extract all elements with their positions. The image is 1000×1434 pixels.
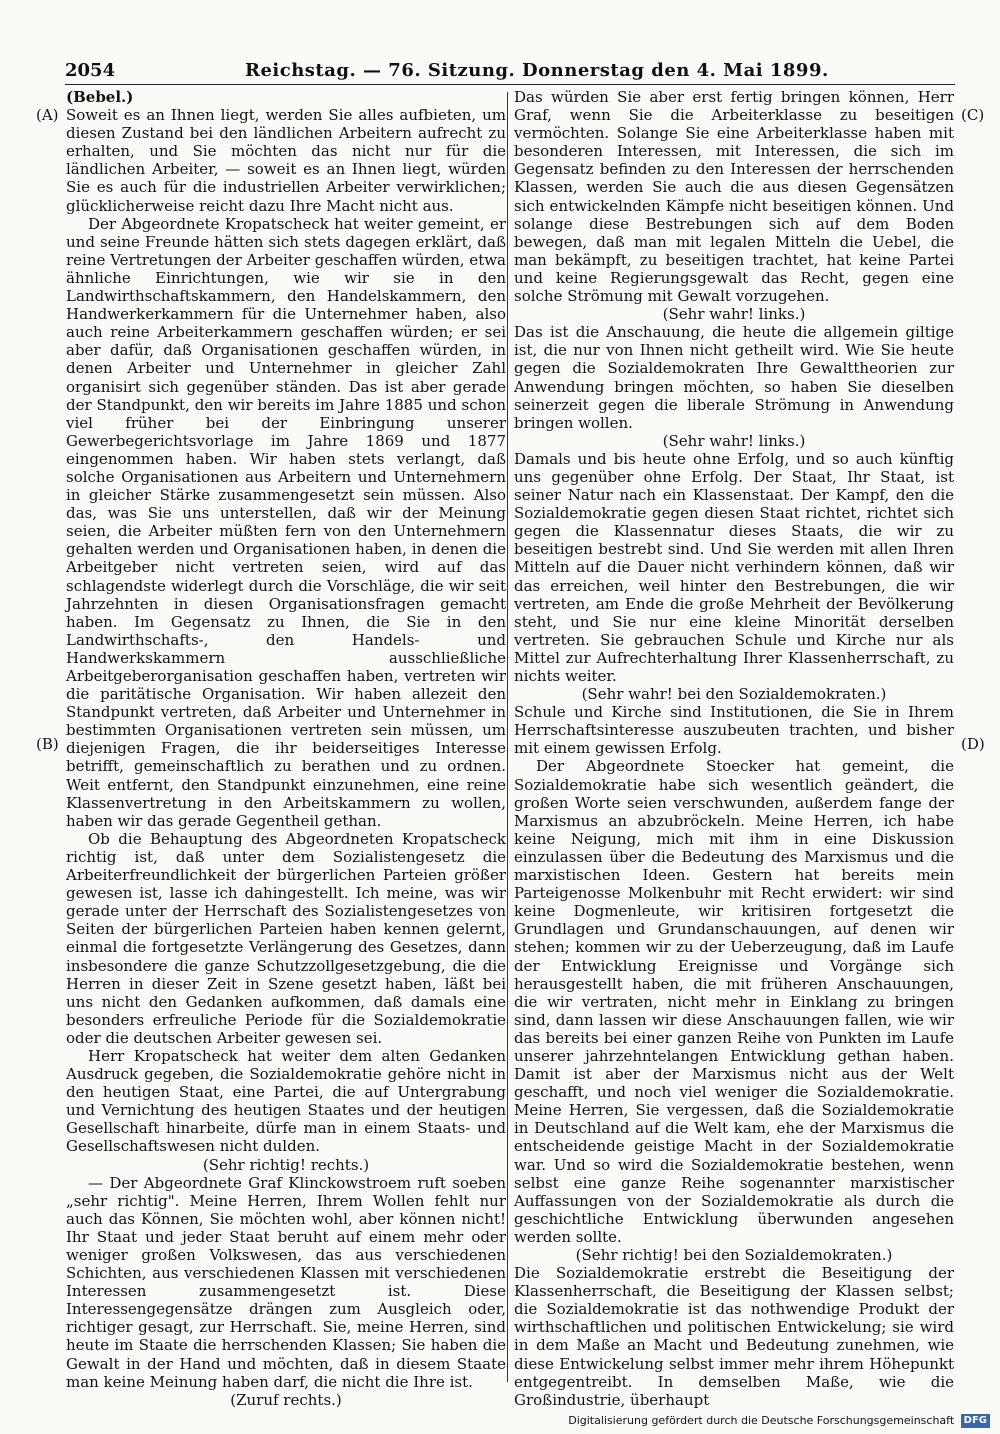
interjection: (Zuruf rechts.) xyxy=(230,1390,342,1409)
paragraph: Das ist die Anschauung, die heute die allgemein giltige ist, die nur von Ihnen nicht getheilt wird. Wie Sie heute gegen die Sozialdemokraten Ihre Gewalttheorien zur Anwendung bringen möchten, so haben Sie dieselben seinerzeit gegen die liberale Strömung in Anwendung bringen wollen. xyxy=(514,323,954,432)
paragraph: Soweit es an Ihnen liegt, werden Sie alles aufbieten, um diesen Zustand bei den ländlichen Arbeitern aufrecht zu erhalten, und Sie möchten das nicht nur für die ländlichen Arbeiter, — soweit es an Ihnen liegt, würden Sie es auch für die industriellen Arbeiter verwirklichen; glücklicherweise reicht dazu Ihre Macht nicht aus. xyxy=(66,106,506,215)
margin-marker-a: (A) xyxy=(36,106,59,124)
paragraph: Schule und Kirche sind Institutionen, die Sie in Ihrem Herrschaftsinteresse auszubeuten trachten, und bisher mit einem gewissen Erfolg. xyxy=(514,703,954,758)
running-title: Reichstag. — 76. Sitzung. Donnerstag den 4. Mai 1899. xyxy=(245,60,829,81)
speaker-name: (Bebel.) xyxy=(66,88,134,106)
margin-marker-b: (B) xyxy=(36,735,59,753)
paragraph: — Der Abgeordnete Graf Klinckowstroem ruft soeben „sehr richtig". Meine Herren, Ihrem Wollen fehlt nur auch das Können, Sie möchten wohl, aber können nicht! Ihr Staat und jeder Staat beruht auf einem mehr oder weniger großen Volkswesen, das aus verschiedenen Schichten, aus verschiedenen Klassen mit verschiedenen Interessen zusammengesetzt ist. Diese Interessengegensätze drängen zum Ausgleich oder, richtiger gesagt, zur Herrschaft. Sie, meine Herren, sind heute im Staate die herrschenden Klassen; Sie haben die Gewalt in der Hand und möchten, daß in diesem Staate man keine Meinung haben darf, die nicht die Ihre ist. xyxy=(66,1173,506,1391)
paragraph: Der Abgeordnete Kropatscheck hat weiter gemeint, er und seine Freunde hätten sich stets dagegen erklärt, daß reine Vertretungen der Arbeiter geschaffen würden, etwa ähnliche Einrichtungen, wie wir sie in den Landwirthschaftskammern, den Handelskammern, den Handwerkerkammern für die Unternehmer haben, also auch reine Arbeiterkammern geschaffen würden; er sei aber dafür, daß Organisationen geschaffen würden, in denen Arbeiter und Unternehmer in gleicher Zahl organisirt sich gegenüber ständen. Das ist aber gerade der Standpunkt, den wir bereits im Jahre 1885 und schon viel früher bei der Einbringung unserer Gewerbegerichtsvorlage im Jahre 1869 und 1877 eingenommen haben. Wir haben stets verlangt, daß solche Organisationen aus Arbeitern und Unternehmern in gleicher Stärke zusammengesetzt sein müssen. Also das, was Sie uns unterstellen, daß wir der Meinung seien, die Arbeiter müßten fern von den Unternehmern gehalten werden und Organisationen haben, in denen die Arbeitgeber nicht vertreten seien, wird auf das schlagendste widerlegt durch die Vorschläge, die wir seit Jahrzehnten in diesen Organisationsfragen gemacht haben. Im Gegensatz zu Ihnen, die Sie in den Landwirthschafts-, den Handels- und Handwerkskammern ausschließliche Arbeitgeberorganisation geschaffen haben, vertreten wir die paritätische Organisation. Wir haben allezeit den Standpunkt vertreten, daß Arbeiter und Unternehmer in bestimmten Organisationen vertreten sein müssen, um diejenigen Fragen, die ihr beiderseitiges Interesse betrifft, gemeinschaftlich zu berathen und zu ordnen. Weit entfernt, den Standpunkt einzunehmen, eine reine Klassenvertretung in den Arbeitskammern zu wollen, haben wir das gerade Gegentheil gethan. xyxy=(66,214,506,830)
paragraph: Das würden Sie aber erst fertig bringen können, Herr Graf, wenn Sie die Arbeiterklasse zu beseitigen vermöchten. Solange Sie eine Arbeiterklasse haben mit besonderen Interessen, mit Interessen, die sich im Gegensatz befinden zu den Interessen der herrschenden Klassen, werden Sie auch die aus diesen Gegensätzen sich entwickelnden Kämpfe nicht beseitigen können. Und solange diese Bestrebungen sich auf dem Boden bewegen, daß man mit legalen Mitteln die Uebel, die man bekämpft, zu beseitigen trachtet, hat keine Partei und keine Regierungsgewalt das Recht, gegen eine solche Strömung mit Gewalt vorzugehen. xyxy=(514,88,954,306)
paragraph: Die Sozialdemokratie erstrebt die Beseitigung der Klassenherrschaft, die Beseitigung der Klassen selbst; die Sozialdemokratie ist das nothwendige Produkt der wirthschaftlichen und politischen Entwickelung; sie wird in dem Maße an Macht und Bedeutung zunehmen, wie diese Entwickelung selbst immer mehr ihrem Höhepunkt entgegentreibt. In demselben Maße, wie die Großindustrie, überhaupt xyxy=(514,1264,954,1409)
page-header xyxy=(65,58,955,84)
interjection: (Sehr wahr! bei den Sozialdemokraten.) xyxy=(581,685,887,704)
interjection: (Sehr wahr! links.) xyxy=(662,431,806,450)
paragraph: Der Abgeordnete Stoecker hat gemeint, die Sozialdemokratie habe sich wesentlich geändert, die großen Worte seien verschwunden, außerdem fange der Marxismus an abzubröckeln. Meine Herren, ich habe keine Neigung, mich mit ihm in eine Diskussion einzulassen über die Bedeutung des Marxismus und die marxistischen Ideen. Gestern hat bereits mein Parteigenosse Molkenbuhr mit Recht erwidert: wir sind keine Dogmenleute, wir kritisiren fortgesetzt die Grundlagen und Grundanschauungen, auf denen wir stehen; kommen wir zu der Ueberzeugung, daß im Laufe der Entwicklung Ereignisse und Vorgänge sich herausgestellt haben, die mit früheren Anschauungen, die wir vertraten, nicht mehr in Einklang zu bringen sind, dann lassen wir diese Anschauungen fallen, wie wir das bereits bei einer ganzen Reihe von Punkten im Laufe unserer jahrzehntelangen Entwicklung gethan haben. Damit ist aber der Marxismus nicht aus der Welt geschafft, und noch viel weniger die Sozialdemokratie. Meine Herren, Sie vergessen, daß die Sozialdemokratie in Deutschland auf die Welt kam, ehe der Marxismus die entscheidende geistige Macht in der Sozialdemokratie war. Und so wird die Sozialdemokratie bestehen, wenn selbst eine ganze Reihe sogenannter marxistischer Auffassungen von der Sozialdemokratie als durch die geschichtliche Entwicklung überwunden angesehen werden sollte. xyxy=(514,757,954,1246)
paragraph: Herr Kropatscheck hat weiter dem alten Gedanken Ausdruck gegeben, die Sozialdemokratie gehöre nicht in den heutigen Staat, eine Partei, die auf Untergrabung und Vernichtung des heutigen Staates und der heutigen Gesellschaft hinarbeite, dürfe man in einem Staats- und Gesellschaftswesen nicht dulden. xyxy=(66,1046,506,1156)
page-number: 2054 xyxy=(65,60,116,81)
interjection: (Sehr richtig! bei den Sozialdemokraten.) xyxy=(575,1246,893,1264)
header-rule xyxy=(65,84,955,85)
interjection: (Sehr wahr! links.) xyxy=(662,305,806,324)
page-footer xyxy=(0,1412,990,1430)
left-column xyxy=(66,88,506,1409)
margin-marker-c: (C) xyxy=(961,106,985,124)
right-column xyxy=(514,88,954,1409)
interjection: (Sehr richtig! rechts.) xyxy=(202,1155,370,1174)
paragraph: Ob die Behauptung des Abgeordneten Kropatscheck richtig ist, daß unter dem Sozialistengesetz die Arbeiterfreundlichkeit der bürgerlichen Parteien größer gewesen ist, lasse ich dahingestellt. Ich meine, was wir gerade unter der Herrschaft des Sozialistengesetzes von Seiten der bürgerlichen Parteien haben kennen gelernt, einmal die fortgesetzte Verlängerung des Gesetzes, dann insbesondere die ganze Schutzzollgesetzgebung, die die Herren in dieser Zeit in Szene gesetzt haben, läßt bei uns nicht den Gedanken aufkommen, daß damals eine besonders erfreuliche Periode für die Sozialdemokratie oder die deutschen Arbeiter gewesen sei. xyxy=(66,829,506,1047)
digitization-credit: Digitalisierung gefördert durch die Deutsche Forschungsgemeinschaft xyxy=(568,1414,955,1427)
margin-marker-d: (D) xyxy=(961,735,985,753)
dfg-logo: DFG xyxy=(961,1414,990,1428)
column-divider xyxy=(507,92,508,1382)
paragraph: Damals und bis heute ohne Erfolg, und so auch künftig uns gegenüber ohne Erfolg. Der Staat, Ihr Staat, ist seiner Natur nach ein Klassenstaat. Der Kampf, den die Sozialdemokratie gegen diesen Staat richtet, richtet sich gegen die Klassennatur dieses Staats, die wir zu beseitigen bestrebt sind. Und Sie werden mit allen Ihren Mitteln auf die Dauer nicht verhindern können, daß wir das erreichen, weil hinter den Bestrebungen, die wir vertreten, am Ende die große Mehrheit der Bevölkerung steht, und Sie nur eine kleine Minorität derselben vertreten. Sie gebrauchen Schule und Kirche nur als Mittel zur Aufrechterhaltung Ihrer Klassenherrschaft, zu nichts weiter. xyxy=(514,449,954,685)
